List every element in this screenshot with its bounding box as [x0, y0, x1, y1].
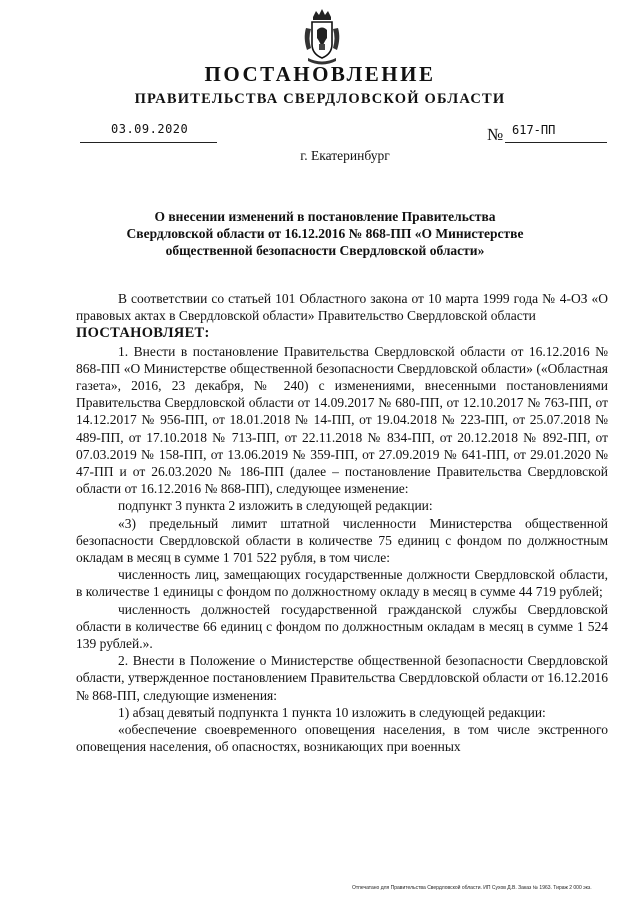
document-number: 617-ПП — [512, 123, 556, 137]
printing-imprint: Отпечатано для Правительства Свердловской области. ИП Сухов Д.В. Заказ № 1963. Тираж 2 000 экз. — [352, 885, 592, 891]
city: г. Екатеринбург — [300, 148, 390, 163]
decree-heading: ПОСТАНОВЛЯЕТ: — [76, 325, 210, 342]
number-underline — [505, 142, 607, 143]
date-underline — [80, 142, 217, 143]
body-paragraph: «обеспечение своевременного оповещения населения, в том числе экстренного оповещения населения, об опасностях, возникающих при военных — [76, 722, 608, 755]
document-title: ПОСТАНОВЛЕНИЕ — [204, 62, 436, 86]
coat-of-arms-icon — [302, 8, 342, 66]
document-subject — [90, 208, 560, 259]
document-date: 03.09.2020 — [111, 122, 189, 136]
body-paragraph: 1) абзац девятый подпункта 1 пункта 10 изложить в следующей редакции: — [118, 704, 546, 720]
body-paragraph: подпункт 3 пункта 2 изложить в следующей редакции: — [118, 498, 433, 514]
subject-line: Свердловской области от 16.12.2016 № 868-ПП «О Министерстве — [126, 226, 524, 241]
body-paragraph: численность должностей государственной гражданской службы Свердловской области в количестве 66 единиц с фондом по должностным окладам в месяц в сумме 1 524 139 рублей.». — [76, 601, 608, 652]
body-paragraph: численность лиц, замещающих государственные должности Свердловской области, в количестве 1 единицы с фондом по должностному окладу в месяц в сумме 44 719 рублей; — [76, 567, 608, 600]
preamble-paragraph: В соответствии со статьей 101 Областного закона от 10 марта 1999 года № 4-ОЗ «О правовых актах в Свердловской области» Правительство Свердловской области — [76, 291, 608, 324]
issuer-title: ПРАВИТЕЛЬСТВА СВЕРДЛОВСКОЙ ОБЛАСТИ — [134, 91, 506, 107]
number-sign: № — [487, 125, 504, 144]
subject-line: О внесении изменений в постановление Правительства — [154, 209, 496, 224]
body-paragraph: «3) предельный лимит штатной численности Министерства общественной безопасности Свердловской области в количестве 75 единиц с фондом по должностным окладам в месяц в сумме 1 701 522 рубля, в том числе: — [76, 515, 608, 566]
subject-line: общественной безопасности Свердловской области» — [165, 243, 485, 258]
body-paragraph: 1. Внести в постановление Правительства Свердловской области от 16.12.2016 № 868-ПП «О Министерстве общественной безопасности Свердловской области» («Областная газета», 2016, 23 декабря, № 240) с изменениями, внесенными постановлениями Правительства Свердловской области от 14.09.2017 № 680-ПП, от 12.10.2017 № 763-ПП, от 14.12.2017 № 956-ПП, от 18.01.2018 № 14-ПП, от 19.04.2018 № 223-ПП, от 25.07.2018 № 489-ПП, от 17.10.2018 № 713-ПП, от 22.11.2018 № 834-ПП, от 20.12.2018 № 892-ПП, от 07.03.2019 № 158-ПП, от 13.06.2019 № 359-ПП, от 27.09.2019 № 641-ПП, от 29.01.2020 № 47-ПП и от 26.03.2020 № 186-ПП (далее – постановление Правительства Свердловской области от 16.12.2016 № 868-ПП), следующее изменение: — [76, 343, 608, 497]
body-paragraph: 2. Внести в Положение о Министерстве общественной безопасности Свердловской области, утвержденное постановлением Правительства Свердловской области от 16.12.2016 № 868-ПП, следующие изменения: — [76, 653, 608, 703]
document-body — [76, 290, 608, 755]
